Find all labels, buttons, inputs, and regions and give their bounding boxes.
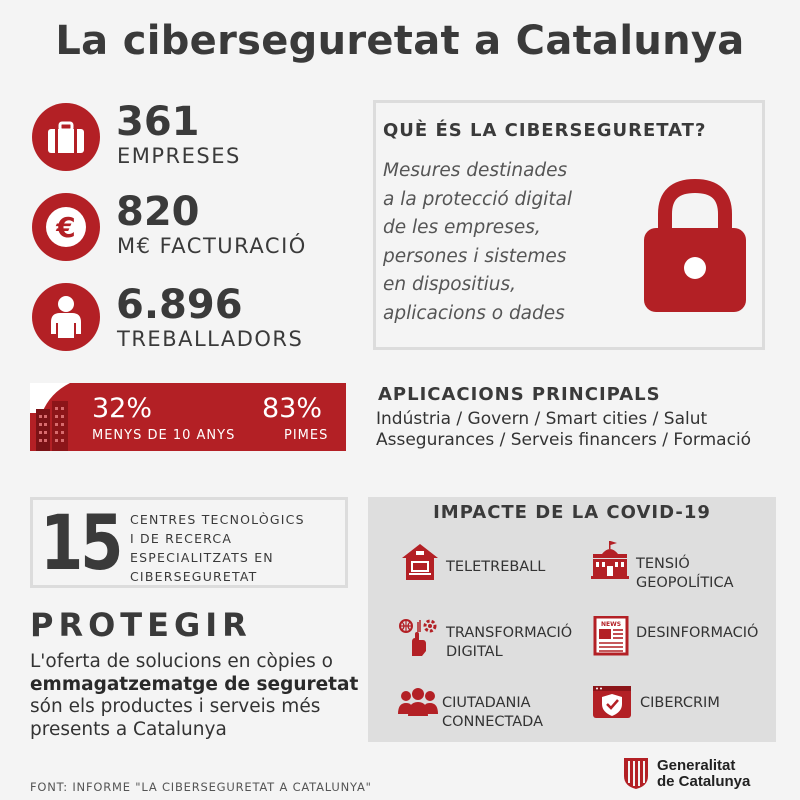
definition-line: Mesures destinades	[383, 160, 568, 181]
protect-line: presents a Catalunya	[30, 718, 227, 740]
house-laptop-icon	[400, 542, 440, 582]
digital-hand-icon	[398, 618, 438, 658]
centres-line: ESPECIALITZATS EN	[130, 550, 274, 565]
centres-line: I DE RECERCA	[130, 531, 233, 546]
padlock-icon	[642, 178, 748, 316]
newspaper-icon	[592, 616, 632, 656]
people-group-icon	[396, 684, 440, 724]
banner-label-young: MENYS DE 10 ANYS	[92, 428, 236, 443]
generalitat-line: Generalitat	[657, 757, 736, 774]
applications-line: Indústria / Govern / Smart cities / Salut	[376, 409, 708, 429]
protect-text	[30, 651, 358, 741]
banner-label-sme: PIMES	[284, 428, 329, 443]
covid-item-label: TELETREBALL	[446, 559, 546, 575]
definition-line: de les empreses,	[383, 217, 541, 238]
covid-item-label-line: TENSIÓ	[636, 556, 690, 572]
generalitat-line: de Catalunya	[657, 773, 751, 790]
definition-title: QUÈ ÉS LA CIBERSEGURETAT?	[383, 120, 707, 141]
stat-revenue-number: 820	[116, 189, 200, 235]
euro-icon	[32, 193, 100, 261]
protect-line-bold: emmagatzematge de seguretat	[30, 673, 359, 695]
centres-line: CENTRES TECNOLÒGICS	[130, 512, 305, 527]
covid-item-label-line: GEOPOLÍTICA	[636, 575, 734, 591]
government-building-icon	[590, 540, 630, 580]
centres-number: 15	[40, 498, 121, 587]
buildings-icon	[30, 383, 90, 451]
banner-pct-young: 32%	[92, 393, 153, 424]
generalitat-logo-icon	[622, 756, 650, 790]
shield-screen-icon	[592, 682, 632, 722]
covid-item-label: DESINFORMACIÓ	[636, 625, 759, 641]
protect-line: són els productes i serveis més	[30, 696, 321, 717]
covid-item-label-line: DIGITAL	[446, 644, 503, 660]
applications-line: Assegurances / Serveis financers / Formació	[376, 430, 752, 450]
centres-text	[130, 510, 305, 586]
definition-text	[383, 157, 572, 328]
covid-title: IMPACTE DE LA COVID-19	[433, 502, 711, 523]
covid-item-label-line: TRANSFORMACIÓ	[446, 625, 573, 641]
covid-item-label: CIBERCRIM	[640, 695, 720, 711]
definition-line: aplicacions o dades	[383, 302, 565, 324]
news-word: NEWS	[600, 621, 622, 628]
banner-pct-sme: 83%	[262, 393, 323, 424]
stat-companies-number: 361	[116, 99, 200, 145]
stat-workers-number: 6.896	[116, 282, 243, 328]
applications-title: APLICACIONS PRINCIPALS	[378, 384, 661, 405]
centres-line: CIBERSEGURETAT	[130, 569, 258, 584]
covid-item-label-line: CONNECTADA	[442, 714, 543, 730]
covid-item-label-line: CIUTADANIA	[442, 695, 531, 711]
stat-companies-label: EMPRESES	[117, 144, 241, 168]
definition-line: a la protecció digital	[383, 188, 573, 210]
stat-revenue-label: M€ FACTURACIÓ	[117, 234, 307, 258]
svg-text:€: €	[56, 211, 76, 244]
covid-item-label	[636, 555, 734, 593]
person-icon	[32, 283, 100, 351]
briefcase-icon	[32, 103, 100, 171]
definition-line: en dispositius,	[383, 274, 516, 295]
page-title: La ciberseguretat a Catalunya	[55, 18, 745, 64]
covid-item-label	[442, 694, 543, 732]
stats-banner	[30, 383, 346, 451]
protect-title: PROTEGIR	[30, 606, 252, 644]
definition-line: persones i sistemes	[383, 245, 567, 267]
stat-workers-label: TREBALLADORS	[117, 327, 304, 351]
source-note: FONT: INFORME "LA CIBERSEGURETAT A CATALUNYA"	[30, 780, 372, 794]
generalitat-name	[657, 758, 750, 790]
protect-line: L'oferta de solucions en còpies o	[30, 651, 333, 672]
covid-item-label	[446, 624, 572, 662]
